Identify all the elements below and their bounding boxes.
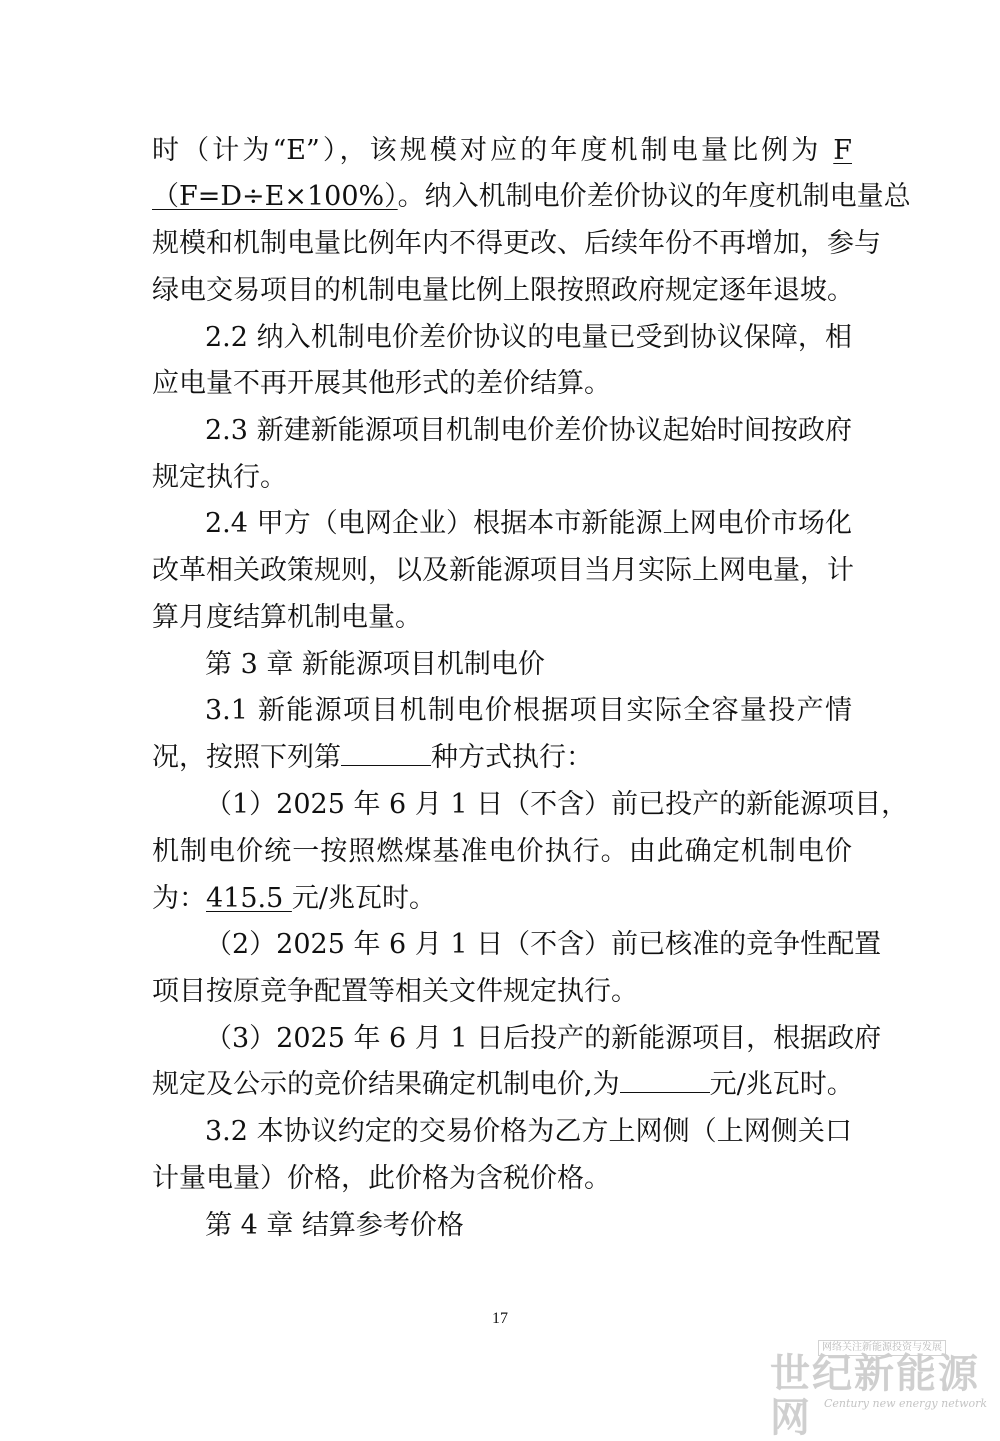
paragraph-line: 项目按原竞争配置等相关文件规定执行。 bbox=[152, 976, 638, 1007]
text-span: 种方式执行： bbox=[431, 742, 593, 773]
blank-fill-line bbox=[341, 735, 431, 766]
text-span: 规定及公示的竞价结果确定机制电价,为 bbox=[152, 1069, 620, 1100]
paragraph-line bbox=[152, 1062, 852, 1108]
watermark-subtitle: Century new energy network bbox=[824, 1397, 988, 1410]
price-value: 415.5 bbox=[206, 883, 292, 914]
paragraph-line bbox=[152, 876, 852, 922]
paragraph-line: 算月度结算机制电量。 bbox=[152, 602, 422, 633]
underlined-formula: （F=D÷E×100%） bbox=[152, 181, 398, 212]
text-span: 元/兆瓦时。 bbox=[709, 1069, 854, 1100]
paragraph-line bbox=[152, 174, 911, 220]
item-3: （3）2025 年 6 月 1 日后投产的新能源项目，根据政府 bbox=[205, 1023, 882, 1054]
text-span: 时（计为“E”），该规模对应的年度机制电量比例为 bbox=[152, 135, 834, 166]
text-span: 为： bbox=[152, 883, 206, 914]
paragraph-line: 改革相关政策规则，以及新能源项目当月实际上网电量，计 bbox=[152, 555, 854, 586]
clause-2-2: 2.2 纳入机制电价差价协议的电量已受到协议保障，相 bbox=[205, 322, 852, 353]
text-span: 。纳入机制电价差价协议的年度机制电量总 bbox=[397, 181, 911, 212]
watermark-tagline: 网络关注新能源投资与发展 bbox=[818, 1340, 946, 1356]
blank-fill-line bbox=[620, 1062, 710, 1093]
page-number: 17 bbox=[492, 1310, 508, 1327]
underlined-text: F bbox=[833, 135, 852, 166]
paragraph-line: 机制电价统一按照燃煤基准电价执行。由此确定机制电价 bbox=[152, 836, 852, 867]
paragraph-line: 计量电量）价格，此价格为含税价格。 bbox=[152, 1163, 611, 1194]
text-span: 元/兆瓦时。 bbox=[291, 883, 436, 914]
paragraph-line bbox=[152, 735, 852, 781]
clause-3-1: 3.1 新能源项目机制电价根据项目实际全容量投产情 bbox=[205, 695, 852, 726]
paragraph-line: 规模和机制电量比例年内不得更改、后续年份不再增加，参与 bbox=[152, 228, 881, 259]
paragraph-line bbox=[152, 128, 852, 174]
item-2: （2）2025 年 6 月 1 日（不含）前已核准的竞争性配置 bbox=[205, 929, 882, 960]
watermark-logo: 世纪新能源网 bbox=[770, 1351, 980, 1441]
chapter-3-heading: 第 3 章 新能源项目机制电价 bbox=[205, 649, 545, 680]
clause-2-3: 2.3 新建新能源项目机制电价差价协议起始时间按政府 bbox=[205, 415, 852, 446]
chapter-4-heading: 第 4 章 结算参考价格 bbox=[205, 1210, 464, 1241]
clause-3-2: 3.2 本协议约定的交易价格为乙方上网侧（上网侧关口 bbox=[205, 1116, 852, 1147]
clause-2-4: 2.4 甲方（电网企业）根据本市新能源上网电价市场化 bbox=[205, 508, 852, 539]
paragraph-line: 应电量不再开展其他形式的差价结算。 bbox=[152, 368, 611, 399]
paragraph-line: 绿电交易项目的机制电量比例上限按照政府规定逐年退坡。 bbox=[152, 275, 854, 306]
text-span: 况，按照下列第 bbox=[152, 742, 341, 773]
item-1: （1）2025 年 6 月 1 日（不含）前已投产的新能源项目， bbox=[205, 789, 909, 820]
paragraph-line: 规定执行。 bbox=[152, 462, 287, 493]
